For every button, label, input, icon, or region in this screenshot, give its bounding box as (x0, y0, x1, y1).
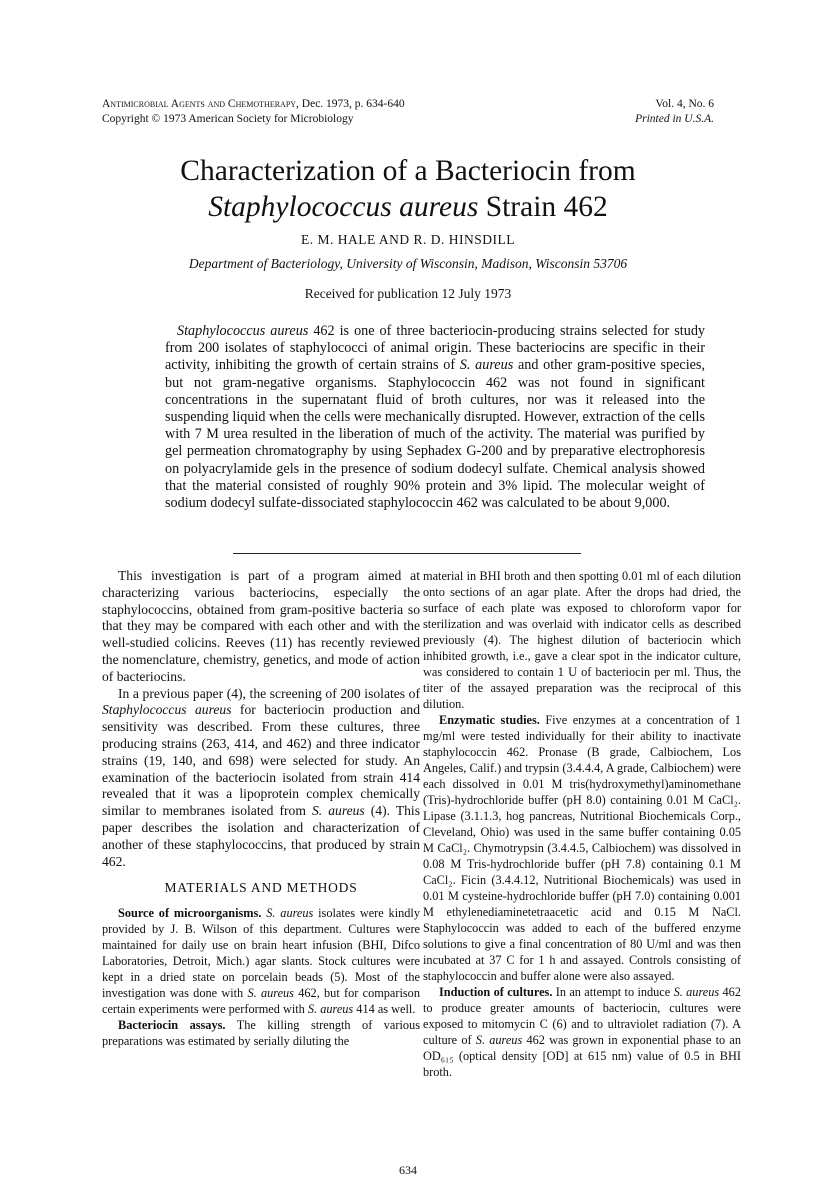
paper-title (0, 153, 816, 225)
ind-text-c: 462 was grown in exponential phase to an OD₆₁₅ (optical density [OD] at 615 nm) value of 0.5 in BHI broth. (423, 1033, 741, 1079)
issue-info: , Dec. 1973, p. 634-640 (296, 98, 405, 110)
abstract-divider (233, 553, 581, 554)
src-species-2: S. aureus (247, 986, 294, 1001)
title-line-1: Characterization of a Bacteriocin from (180, 155, 636, 187)
right-column-body (423, 568, 741, 1080)
copyright-line: Copyright © 1973 American Society for Microbiology (102, 113, 354, 125)
p2-species-2: S. aureus (311, 803, 365, 819)
abstract-paragraph (165, 323, 705, 512)
title-strain: Strain 462 (478, 191, 608, 223)
title-species: Staphylococcus aureus (208, 191, 479, 223)
abstract-species: Staphylococcus aureus (177, 323, 309, 339)
enzymatic-paragraph (423, 712, 741, 984)
right-column (423, 568, 741, 1080)
ind-text-b: 462 to produce greater amounts of bacteriocin, cultures were exposed to mitomycin C (6) and to ultraviolet radiation (7). A culture of (423, 985, 741, 1047)
abstract (165, 323, 705, 512)
printed-in: Printed in U.S.A. (635, 113, 714, 125)
ind-species-2: S. aureus (475, 1033, 523, 1047)
assay-continued: material in BHI broth and then spotting 0.01 ml of each dilution onto sections of an agar plate. After the drops had dried, the surface of each plate was exposed to chloroform vapor for sterilization and was overlaid with indicator cells as described previously (4). The highest dilution of bacteriocin which inhibited growth, i.e., gave a clear spot in the indicator culture, was considered to contain 1 U of bacteriocin per ml. Thus, the titer of the assayed preparation was the reciprocal of this dilution. (423, 569, 741, 711)
enzymatic-text: Five enzymes at a concentration of 1 mg/ml were tested individually for their ability to inactivate staphylococcin 462. Pronase (B grade, Calbiochem, Los Angeles, Calif.) and trypsin (3.4.4.4, A grade, Calbiochem) were each dissolved in 0.01 M tris(hydroxymethyl)aminomethane (Tris)-hydrochloride buffer (pH 8.0) containing 0.01 M CaCl₂. Lipase (3.1.1.3, hog pancreas, Nutritional Biochemicals Corp., Cleveland, Ohio) was used in the same buffer containing 0.05 M CaCl₂. Chymotrypsin (3.4.4.5, Calbiochem) was dissolved in 0.08 M Tris-hydrochloride buffer (pH 7.8) containing 0.1 M CaCl₂. Ficin (3.4.4.12, Nutritional Biochemicals) was used in 0.01 M cysteine-hydrochloride buffer (pH 7.0) containing 0.001 M ethylenediaminetetraacetic acid and 0.15 M NaCl. Staphylococcin was added to each of the buffered enzyme solutions to give a final concentration of 80 U/ml and was then incubated at 37 C for 1 h and assayed. Controls consisting of staphylococcin and buffer alone were also assayed. (423, 713, 741, 983)
p2-text-b: for bacteriocin production and sensitivity was described. From these cultures, three producing strains (263, 414, and 462) and three indicator strains (19, 140, and 698) were selected for study. An examination of the bacteriocin isolated from strain 414 revealed that it was a lipoprotein complex chemically similar to membranes isolated from (102, 702, 420, 819)
induction-paragraph (423, 984, 741, 1080)
abstract-text-2: and other gram-positive species, but not gram-negative organisms. Staphylococcin 462 was not found in significant concentrations in the supernatant fluid of broth cultures, nor was it released into the suspending liquid when the cells were mechanically disrupted. However, extraction of the cells with 7 M urea resulted in the liberation of much of the activity. The material was purified by gel permeation chromatography by using Sephadex G-200 and by preparative electrophoresis on polyacrylamide gels in the presence of sodium dodecyl sulfate. Chemical analysis showed that the material consisted of roughly 90% protein and 3% lipid. The molecular weight of sodium dodecyl sulfate-dissociated staphylococcin 462 was calculated to be about 9,000. (165, 357, 705, 512)
previous-paper-paragraph (102, 686, 420, 871)
src-species-3: S. aureus (307, 1002, 354, 1017)
department: Department of Bacteriology, University of Wisconsin, Madison, Wisconsin 53706 (188, 256, 628, 271)
src-species: S. aureus (266, 906, 314, 921)
induction-heading: Induction of cultures. (439, 985, 553, 999)
assay-heading: Bacteriocin assays. (118, 1018, 226, 1033)
journal-name: Antimicrobial Agents and Chemotherapy (102, 98, 297, 110)
volume-header (635, 97, 714, 127)
received-date: Received for publication 12 July 1973 (304, 286, 512, 301)
src-text-d: 414 as well. (353, 1002, 416, 1017)
assay-text: The killing strength of various preparations was estimated by serially diluting the (102, 1018, 420, 1049)
volume-info: Vol. 4, No. 6 (655, 98, 714, 110)
page-number: 634 (399, 1163, 417, 1177)
p2-species: Staphylococcus aureus (102, 702, 232, 718)
source-heading: Source of microorganisms. (118, 906, 262, 921)
intro-paragraph: This investigation is part of a program aimed at characterizing various bacteriocins, especially the staphylococcins, obtained from gram-positive bacteria so that they may be compared with each other and with the well-studied colicins. Reeves (11) has recently reviewed the nomenclature, chemistry, genetics, and mode of action of bacteriocins. (102, 568, 420, 684)
p2-text-c: (4). This paper describes the isolation and characterization of another of these staphylococcins, that produced by strain 462. (102, 803, 420, 869)
methods-subsections (102, 905, 420, 1049)
abstract-text-1: 462 is one of three bacteriocin-producing strains selected for study from 200 isolates of staphylococci of animal origin. These bacteriocins are specific in their activity, inhibiting the growth of certain strains of (165, 323, 706, 374)
title-line-2 (0, 189, 816, 225)
src-text-b: isolates were kindly provided by J. B. Wilson of this department. Cultures were maintained for daily use on brain heart infusion (BHI, Difco Laboratories, Detroit, Mich.) agar slants. Stock cultures were kept in a dried state on porcelain beads (5). Most of the investigation was done with (102, 906, 420, 1001)
authors: E. M. HALE AND R. D. HINSDILL (301, 232, 515, 247)
abstract-species-short: S. aureus (459, 357, 514, 374)
ind-species: S. aureus (673, 985, 720, 999)
journal-header (102, 97, 405, 127)
section-heading: MATERIALS AND METHODS (164, 880, 358, 896)
assay-paragraph (102, 1017, 420, 1049)
src-text-c: 462, but for comparison certain experiments were performed with (102, 986, 420, 1017)
ind-text-a: In an attempt to induce (552, 985, 674, 999)
left-column (102, 568, 420, 1049)
source-paragraph (102, 905, 420, 1017)
enzymatic-heading: Enzymatic studies. (439, 713, 540, 727)
p2-text-a: In a previous paper (4), the screening of 200 isolates of (118, 685, 420, 701)
